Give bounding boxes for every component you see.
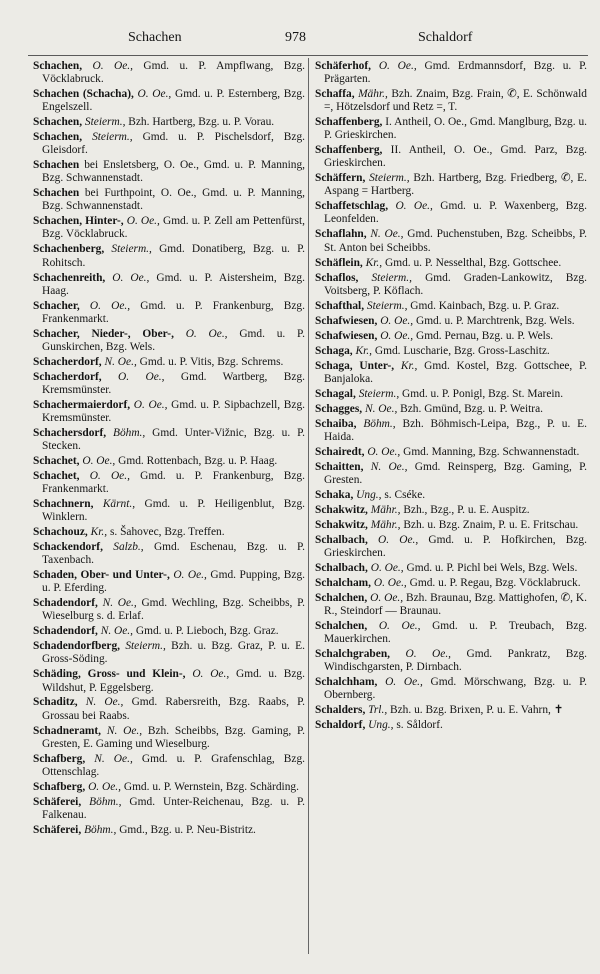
entry-details: Gmd. u. P. Pischelsdorf, Bzg. Gleisdorf.: [42, 131, 305, 157]
gazetteer-entry: [33, 569, 305, 595]
entry-details: Bzh., Bzg., P. u. E. Auspitz.: [403, 503, 530, 516]
gazetteer-entry: [315, 315, 587, 328]
gazetteer-entry: [33, 159, 305, 185]
entry-details: bei Ensletsberg, O. Oe., Gmd. u. P. Manning, Bzg. Schwannenstadt.: [42, 159, 305, 185]
gazetteer-entry: [33, 60, 305, 86]
gazetteer-entry: [315, 388, 587, 401]
gazetteer-entry: [315, 592, 587, 618]
entry-details: Gmd. Kostel, Bzg. Gottschee, P. Banjaloka.: [324, 359, 587, 385]
entry-region: O. Oe.,: [380, 314, 414, 327]
entry-name: Schachen (Schacha),: [33, 88, 134, 101]
entry-region: O. Oe.,: [405, 647, 452, 660]
entry-name: Schachen: [33, 187, 80, 200]
gazetteer-entry: [315, 300, 587, 313]
entry-region: Steierm.,: [358, 387, 400, 400]
entry-details: Gmd. u. P. Pichl bei Wels, Bzg. Wels.: [406, 561, 578, 574]
entry-name: Schaiba,: [315, 417, 357, 430]
entry-details: Gmd. Luscharie, Bzg. Gross-Laschitz.: [374, 344, 550, 357]
entry-region: Kr.,: [400, 359, 418, 372]
entry-name: Schaga, Unter-,: [315, 359, 395, 372]
entry-region: Steierm.,: [92, 131, 133, 144]
entry-name: Schacherdorf,: [33, 370, 102, 383]
page-header: [0, 28, 600, 50]
gazetteer-entry: [315, 562, 587, 575]
entry-name: Schagges,: [315, 402, 363, 415]
gazetteer-entry: [315, 257, 587, 270]
gazetteer-entry: [315, 228, 587, 254]
header-left-keyword: Schachen: [128, 30, 182, 45]
gazetteer-entry: [33, 498, 305, 524]
entry-region: O. Oe.,: [89, 299, 131, 312]
entry-details: Gmd. Erdmannsdorf, Bzg. u. P. Prägarten.: [324, 60, 587, 86]
entry-details: Gmd. u. P. Frankenburg, Bzg. Frankenmarkt.: [42, 469, 305, 496]
entry-details: Gmd. Unter-Vižnic, Bzg. u. P. Stecken.: [42, 426, 305, 452]
left-column: [33, 60, 305, 839]
gazetteer-entry: [315, 172, 587, 198]
gazetteer-entry: [315, 489, 587, 502]
entry-details: Gmd. Kainbach, Bzg. u. P. Graz.: [410, 299, 560, 312]
gazetteer-entry: [33, 781, 305, 794]
entry-name: Schadneramt,: [33, 724, 102, 737]
gazetteer-entry: [33, 399, 305, 425]
entry-details: Gmd. u. P. Lieboch, Bzg. Graz.: [135, 625, 279, 638]
entry-details: Gmd. u. P. Waxenberg, Bzg. Leonfelden.: [324, 200, 587, 226]
entry-name: Schalchen,: [315, 619, 368, 632]
entry-details: Gmd. Rottenbach, Bzg. u. P. Haag.: [118, 454, 278, 467]
gazetteer-entry: [315, 345, 587, 358]
entry-details: Bzh. Braunau, Bzg. Mattighofen, ✆, K. R., Steindorf — Braunau.: [324, 591, 587, 617]
entry-details: Gmd. u. P. Wernstein, Bzg. Schärding.: [123, 780, 299, 793]
entry-region: Kr.,: [365, 256, 383, 269]
entry-name: Schachen,: [33, 131, 83, 144]
gazetteer-entry: [315, 88, 587, 114]
gazetteer-entry: [33, 356, 305, 369]
entry-region: O. Oe.,: [370, 561, 404, 574]
entry-name: Schalchgraben,: [315, 647, 390, 660]
entry-details: Gmd. Mörschwang, Bzg. u. P. Obernberg.: [324, 675, 587, 702]
entry-details: Gmd. Wartberg, Bzg. Kremsmünster.: [42, 370, 305, 396]
entry-region: N. Oe.,: [106, 724, 143, 737]
entry-name: Schadendorf,: [33, 625, 98, 638]
entry-details: Gmd. Rabersreith, Bzg. Raabs, P. Grossau bei Raabs.: [42, 696, 305, 722]
entry-region: Trl.,: [368, 704, 388, 717]
entry-name: Schacher,: [33, 299, 80, 312]
gazetteer-entry: [315, 60, 587, 86]
gazetteer-entry: [33, 131, 305, 157]
entry-details: Gmd. u. P. Marchtrenk, Bzg. Wels.: [415, 314, 575, 327]
gazetteer-entry: [315, 676, 587, 702]
entry-name: Schagal,: [315, 387, 356, 400]
gazetteer-entry: [33, 272, 305, 298]
gazetteer-entry: [33, 371, 305, 397]
entry-region: Steierm.,: [371, 271, 412, 284]
gazetteer-entry: [315, 504, 587, 517]
gazetteer-entry: [315, 360, 587, 386]
entry-region: O. Oe.,: [137, 88, 172, 101]
entry-name: Schalchen,: [315, 591, 368, 604]
entry-name: Schäferhof,: [315, 60, 371, 72]
gazetteer-entry: [315, 144, 587, 170]
entry-name: Schachouz,: [33, 526, 88, 539]
entry-details: Gmd. Pupping, Bzg. u. P. Eferding.: [42, 569, 305, 595]
entry-region: Steierm.,: [125, 640, 166, 653]
entry-details: Gmd. u. P. Heiligenblut, Bzg. Winklern.: [42, 498, 306, 524]
entry-region: N. Oe.,: [85, 696, 124, 709]
entry-region: O. Oe.,: [385, 675, 423, 688]
gazetteer-entry: [33, 300, 305, 326]
gazetteer-entry: [33, 541, 305, 567]
entry-details: Gmd. u. P. Grafenschlag, Bzg. Ottenschlag.: [42, 752, 305, 778]
entry-name: Schafberg,: [33, 752, 86, 765]
entry-details: Bzh. Scheibbs, Bzg. Gaming, P. Gresten, E. Gaming und Wieselburg.: [42, 724, 305, 750]
entry-name: Schairedt,: [315, 445, 365, 458]
entry-name: Schacherdorf,: [33, 355, 102, 368]
entry-name: Schalders,: [315, 704, 366, 717]
entry-name: Schaflahn,: [315, 228, 367, 241]
gazetteer-entry: [33, 187, 305, 213]
entry-details: Bzh. u. Bzg. Brixen, P. u. E. Vahrn, ✝: [390, 704, 564, 717]
gazetteer-entry: [33, 753, 305, 779]
gazetteer-entry: [33, 455, 305, 468]
entry-name: Schaka,: [315, 488, 354, 501]
entry-region: Steierm.,: [84, 116, 126, 129]
gazetteer-entry: [315, 116, 587, 142]
entry-region: O. Oe.,: [378, 60, 417, 72]
entry-details: Gmd. u. P. Aistersheim, Bzg. Haag.: [42, 271, 305, 297]
gazetteer-entry: [315, 272, 587, 298]
entry-name: Schaflos,: [315, 271, 359, 284]
entry-region: O. Oe.,: [192, 668, 230, 681]
entry-region: N. Oe.,: [102, 597, 137, 610]
entry-details: s. Cséke.: [384, 488, 426, 501]
entry-region: Mähr.,: [370, 518, 401, 531]
entry-name: Schachet,: [33, 469, 80, 482]
gazetteer-entry: [33, 470, 305, 496]
entry-name: Schalbach,: [315, 561, 368, 574]
entry-details: Gmd. u. P. Sipbachzell, Bzg. Kremsmünster.: [42, 398, 305, 424]
entry-region: Kärnt.,: [102, 498, 136, 511]
gazetteer-entry: [33, 625, 305, 638]
entry-region: O. Oe.,: [378, 533, 419, 546]
entry-name: Schachen, Hinter-,: [33, 215, 124, 228]
entry-details: s. Šahovec, Bzg. Treffen.: [109, 526, 225, 539]
entry-name: Schachersdorf,: [33, 426, 107, 439]
entry-name: Schakwitz,: [315, 518, 368, 531]
entry-region: N. Oe.,: [370, 460, 408, 473]
entry-name: Schachen: [33, 159, 80, 172]
entry-name: Schaffenberg,: [315, 116, 383, 129]
entry-name: Schachen,: [33, 116, 83, 129]
entry-name: Schaga,: [315, 344, 353, 357]
entry-name: Schaldorf,: [315, 719, 366, 732]
entry-region: N. Oe.,: [94, 752, 133, 765]
entry-details: Gmd., Bzg. u. P. Neu-Bistritz.: [119, 823, 256, 836]
gazetteer-entry: [315, 200, 587, 226]
entry-region: Ung.,: [368, 719, 394, 732]
right-column: [315, 60, 587, 734]
entry-details: bei Furthpoint, O. Oe., Gmd. u. P. Manning, Bzg. Schwannenstadt.: [42, 187, 305, 213]
entry-name: Schacher, Nieder-, Ober-,: [33, 327, 174, 340]
entry-name: Schachenberg,: [33, 243, 105, 256]
entry-region: O. Oe.,: [378, 619, 421, 632]
entry-details: Gmd. Unter-Reichenau, Bzg. u. P. Falkenau.: [42, 795, 305, 821]
entry-details: Gmd. u. Bzg. Wildshut, P. Eggelsberg.: [42, 668, 305, 694]
entry-name: Schaffa,: [315, 88, 355, 101]
entry-name: Schafthal,: [315, 299, 365, 312]
gazetteer-entry: [315, 446, 587, 459]
entry-details: Bzh. Böhmisch-Leipa, Bzg., P. u. E. Haida.: [324, 417, 587, 443]
gazetteer-entry: [315, 519, 587, 532]
entry-details: Gmd. Donatiberg, Bzg. u. P. Rohitsch.: [42, 243, 305, 269]
entry-name: Schäding, Gross- und Klein-,: [33, 668, 186, 681]
entry-name: Schäflein,: [315, 256, 363, 269]
gazetteer-entry: [33, 597, 305, 623]
entry-details: Gmd. u. P. Frankenburg, Bzg. Frankenmarkt.: [42, 299, 305, 325]
entry-details: Gmd. u. P. Hofkirchen, Bzg. Grieskirchen.: [324, 533, 587, 559]
entry-name: Schachermaierdorf,: [33, 398, 131, 411]
entry-name: Schalbach,: [315, 533, 368, 546]
entry-region: Böhm.,: [112, 426, 146, 439]
entry-region: N. Oe.,: [100, 625, 134, 638]
entry-name: Schakwitz,: [315, 503, 368, 516]
gazetteer-entry: [315, 418, 587, 444]
gazetteer-entry: [33, 668, 305, 694]
entry-region: O. Oe.,: [367, 445, 401, 458]
entry-details: Bzh. u. Bzg. Graz, P. u. E. Gross-Söding.: [42, 640, 305, 666]
gazetteer-entry: [315, 534, 587, 560]
entry-name: Schachet,: [33, 454, 80, 467]
entry-name: Schäferei,: [33, 823, 82, 836]
entry-region: O. Oe.,: [185, 327, 228, 340]
gazetteer-entry: [315, 403, 587, 416]
entry-name: Schachenreith,: [33, 271, 106, 284]
gazetteer-entry: [315, 620, 587, 646]
entry-name: Schäferei,: [33, 795, 82, 808]
gazetteer-entry: [33, 88, 305, 114]
entry-region: Steierm.,: [369, 172, 410, 185]
entry-name: Schaffetschlag,: [315, 200, 389, 213]
entry-region: O. Oe.,: [380, 329, 414, 342]
entry-details: Gmd. Eschenau, Bzg. u. P. Taxenbach.: [42, 541, 305, 567]
entry-name: Schafberg,: [33, 780, 86, 793]
entry-region: Mähr.,: [370, 503, 401, 516]
gazetteer-entry: [33, 824, 305, 837]
gazetteer-entry: [33, 725, 305, 751]
entry-region: Böhm.,: [84, 823, 117, 836]
gazetteer-entry: [315, 577, 587, 590]
entry-details: Gmd. u. P. Esternberg, Bzg. Engelszell.: [42, 88, 305, 114]
entry-details: Bzh. Hartberg, Bzg. Friedberg, ✆, E. Aspang = Hartberg.: [324, 172, 587, 198]
entry-region: O. Oe.,: [88, 780, 121, 793]
entry-region: O. Oe.,: [173, 569, 207, 582]
entry-region: Mähr.,: [358, 88, 388, 101]
page-number: 978: [285, 30, 306, 45]
gazetteer-entry: [315, 330, 587, 343]
entry-name: Schalcham,: [315, 576, 372, 589]
entry-details: Gmd. Graden-Lankowitz, Bzg. Voitsberg, P. Köflach.: [324, 271, 587, 297]
gazetteer-entry: [33, 215, 305, 241]
entry-name: Schafwiesen,: [315, 329, 378, 342]
entry-region: Salzb.,: [113, 541, 144, 554]
entry-name: Schaffenberg,: [315, 144, 383, 157]
entry-details: Gmd. u. P. Zell am Pettenfürst, Bzg. Vöcklabruck.: [42, 215, 305, 241]
gazetteer-entry: [315, 704, 587, 717]
gazetteer-entry: [33, 243, 305, 269]
entry-details: Gmd. Pernau, Bzg. u. P. Wels.: [415, 329, 554, 342]
entry-region: Böhm.,: [363, 417, 396, 430]
entry-details: Gmd. Puchenstuben, Bzg. Scheibbs, P. St. Anton bei Scheibbs.: [324, 228, 587, 254]
entry-region: O. Oe.,: [118, 370, 165, 383]
gazetteer-entry: [33, 640, 305, 666]
gazetteer-entry: [33, 116, 305, 129]
entry-region: O. Oe.,: [82, 454, 116, 467]
gazetteer-entry: [33, 696, 305, 722]
entry-details: Gmd. Manning, Bzg. Schwannenstadt.: [403, 445, 580, 458]
entry-name: Schadendorfberg,: [33, 640, 121, 653]
gazetteer-entry: [315, 461, 587, 487]
entry-region: O. Oe.,: [112, 271, 150, 284]
entry-details: Gmd. u. P. Ponigl, Bzg. St. Marein.: [402, 387, 564, 400]
entry-details: Bzh. Znaim, Bzg. Frain, ✆, E. Schönwald =, Hötzelsdorf und Retz =, T.: [324, 88, 587, 114]
entry-region: Kr.,: [355, 344, 372, 357]
entry-details: II. Antheil, O. Oe., Gmd. Parz, Bzg. Grieskirchen.: [324, 144, 587, 170]
entry-details: Gmd. Wechling, Bzg. Scheibbs, P. Wieselburg s. d. Erlaf.: [42, 597, 306, 623]
entry-details: Gmd. Pankratz, Bzg. Windischgarsten, P. Dirnbach.: [324, 647, 587, 673]
entry-name: Schachnern,: [33, 498, 94, 511]
entry-region: N. Oe.,: [365, 402, 398, 415]
entry-details: Bzh. u. Bzg. Znaim, P. u. E. Fritschau.: [403, 518, 579, 531]
gazetteer-entry: [33, 427, 305, 453]
entry-details: Gmd. u. P. Ampflwang, Bzg. Vöcklabruck.: [42, 60, 305, 86]
entry-name: Schalchham,: [315, 675, 378, 688]
entry-region: O. Oe.,: [373, 576, 407, 589]
entry-name: Schafwiesen,: [315, 314, 378, 327]
column-divider: [308, 58, 309, 954]
entry-name: Schaden, Ober- und Unter-,: [33, 569, 170, 582]
header-right-keyword: Schaldorf: [418, 30, 473, 45]
entry-details: Gmd. u. P. Gunskirchen, Bzg. Wels.: [42, 327, 305, 353]
entry-region: N. Oe.,: [104, 355, 137, 368]
entry-region: Steierm.,: [111, 243, 152, 256]
entry-region: O. Oe.,: [92, 60, 133, 72]
gazetteer-entry: [33, 526, 305, 539]
entry-name: Schaditz,: [33, 696, 78, 709]
entry-region: O. Oe.,: [126, 215, 160, 228]
entry-details: Gmd. u. P. Vitis, Bzg. Schrems.: [139, 355, 284, 368]
gazetteer-entry: [315, 719, 587, 732]
entry-name: Schachen,: [33, 60, 83, 72]
entry-details: Gmd. u. P. Nesselthal, Bzg. Gottschee.: [384, 256, 562, 269]
entry-region: Kr.,: [90, 526, 108, 539]
entry-region: O. Oe.,: [370, 591, 404, 604]
entry-name: Schäffern,: [315, 172, 366, 185]
entry-region: Ung.,: [356, 488, 382, 501]
entry-name: Schackendorf,: [33, 541, 103, 554]
gazetteer-entry: [315, 648, 587, 674]
entry-name: Schadendorf,: [33, 597, 98, 610]
entry-region: O. Oe.,: [89, 469, 130, 482]
entry-details: I. Antheil, O. Oe., Gmd. Manglburg, Bzg. u. P. Grieskirchen.: [324, 116, 587, 142]
gazetteer-entry: [33, 328, 305, 354]
entry-region: N. Oe.,: [370, 228, 404, 241]
entry-region: O. Oe.,: [133, 398, 168, 411]
entry-details: Gmd. u. P. Regau, Bzg. Vöcklabruck.: [409, 576, 581, 589]
entry-details: Gmd. u. P. Treubach, Bzg. Mauerkirchen.: [324, 619, 587, 645]
entry-region: Steierm.,: [366, 299, 408, 312]
entry-details: Gmd. Reinsperg, Bzg. Gaming, P. Gresten.: [324, 460, 587, 486]
entry-details: Bzh. Gmünd, Bzg. u. P. Weitra.: [400, 402, 543, 415]
header-rule: [28, 55, 588, 56]
entry-region: O. Oe.,: [395, 200, 433, 213]
entry-details: Bzh. Hartberg, Bzg. u. P. Vorau.: [128, 116, 275, 129]
entry-name: Schaitten,: [315, 460, 364, 473]
entry-details: s. Såldorf.: [396, 719, 443, 732]
gazetteer-entry: [33, 796, 305, 822]
entry-region: Böhm.,: [89, 795, 122, 808]
